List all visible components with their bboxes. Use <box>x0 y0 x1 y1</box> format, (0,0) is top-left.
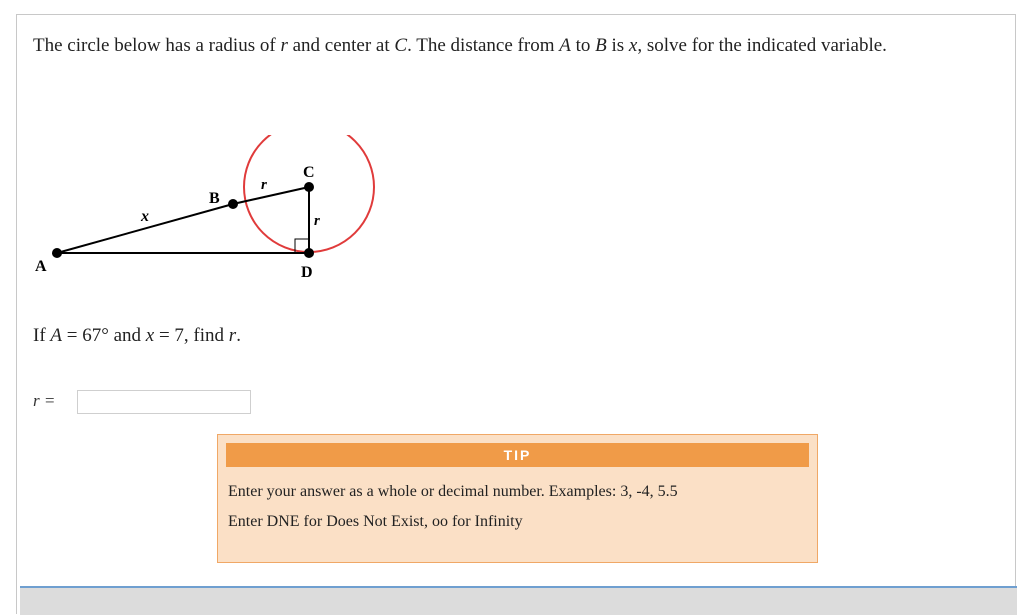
point-b <box>228 199 238 209</box>
label-r-top: r <box>261 177 267 193</box>
label-d: D <box>301 264 313 281</box>
point-d <box>304 248 314 258</box>
label-b: B <box>209 190 220 207</box>
question-panel <box>16 14 1016 614</box>
tip-box <box>217 434 818 563</box>
var-r: r <box>280 35 288 56</box>
label-c: C <box>303 164 315 181</box>
tip-line-2: Enter DNE for Does Not Exist, oo for Infinity <box>228 513 523 530</box>
label-a: A <box>35 258 47 275</box>
tip-header: TIP <box>226 443 809 467</box>
label-x: x <box>141 208 149 225</box>
prompt-text: is <box>606 35 629 56</box>
prompt-text: . The distance from <box>407 35 560 56</box>
var-b: B <box>595 35 607 56</box>
answer-input[interactable] <box>77 390 251 414</box>
answer-label: r = <box>33 391 56 410</box>
point-a <box>52 248 62 258</box>
question-text: If A = 67° and x = 7, find r. <box>33 325 241 346</box>
prompt-text: to <box>570 35 596 56</box>
tip-line-1: Enter your answer as a whole or decimal number. Examples: 3, -4, 5.5 <box>228 483 678 500</box>
var-a: A <box>559 35 571 56</box>
prompt-text: , solve for the indicated variable. <box>637 35 887 56</box>
var-c: C <box>394 35 408 56</box>
prompt-text: and center at <box>287 35 395 56</box>
prompt-text: The circle below has a radius of <box>33 35 281 56</box>
geometry-figure <box>33 135 393 295</box>
footer-bar <box>20 586 1017 615</box>
point-c <box>304 182 314 192</box>
problem-prompt <box>33 30 993 61</box>
var-x: x <box>628 35 638 56</box>
label-r-side: r <box>314 213 320 229</box>
